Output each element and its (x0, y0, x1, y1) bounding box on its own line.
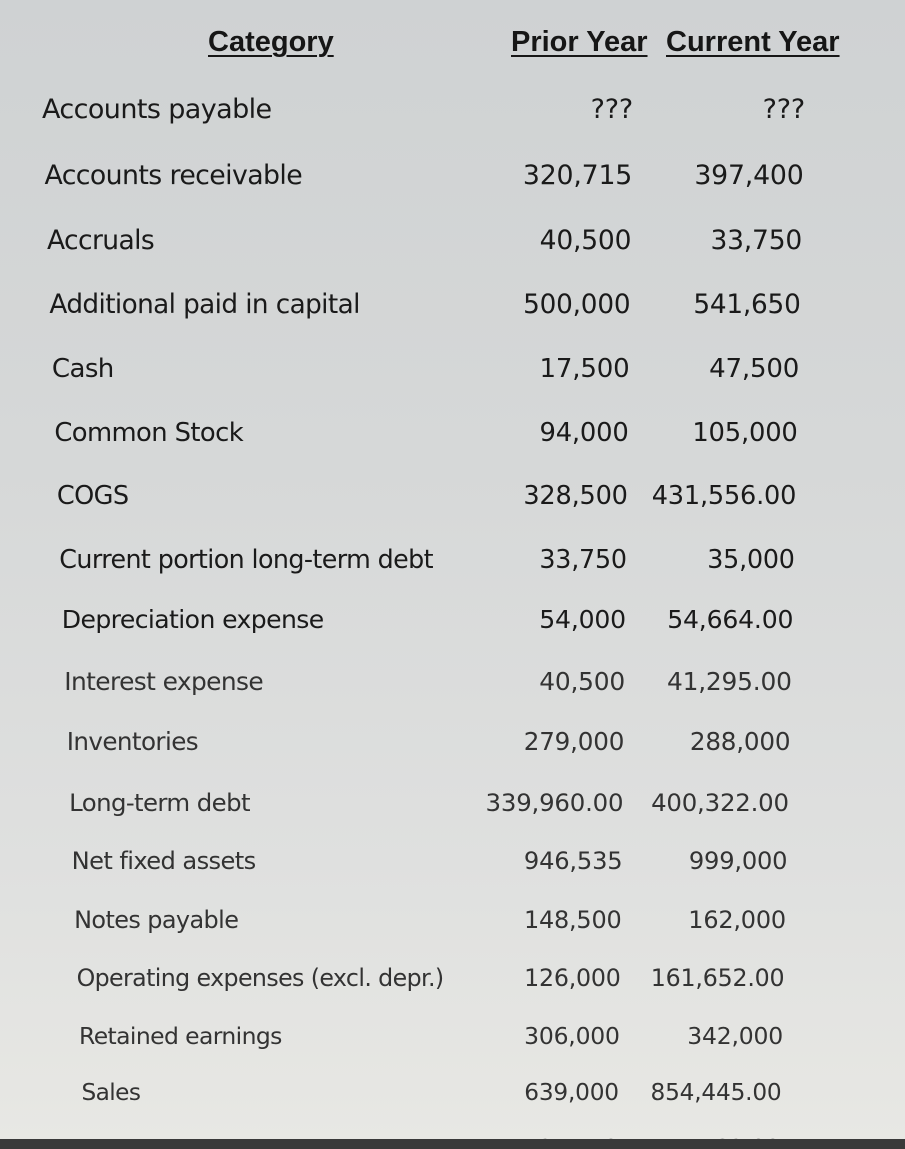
table-row (0, 717, 905, 777)
table-row (0, 954, 905, 1012)
row-category: Accounts payable (42, 94, 272, 125)
row-current-year: 342,000 (687, 1022, 783, 1051)
table-body (0, 84, 905, 1149)
row-prior-year: 33,750 (539, 543, 627, 574)
table-row (0, 896, 905, 954)
row-current-year: 105,000 (692, 418, 798, 449)
row-current-year: ??? (762, 94, 805, 125)
row-prior-year: 500,000 (523, 290, 631, 321)
header-prior-year: Prior Year (511, 26, 648, 58)
table-row (0, 1069, 905, 1126)
row-category: COGS (56, 481, 129, 512)
row-current-year: 47,500 (709, 354, 800, 385)
header-current-year: Current Year (666, 26, 840, 58)
row-prior-year: ??? (590, 94, 633, 125)
row-current-year: 162,000 (688, 906, 786, 935)
row-current-year: 288,000 (689, 727, 791, 757)
row-category: Common Stock (54, 418, 244, 449)
table-row (0, 280, 905, 344)
row-current-year: 41,295.00 (666, 666, 792, 696)
row-category: Cash (51, 354, 114, 385)
row-category: Depreciation expense (61, 605, 324, 635)
table-row (0, 471, 905, 533)
row-category: Operating expenses (excl. depr.) (76, 964, 444, 993)
row-current-year: 431,556.00 (651, 481, 797, 512)
row-prior-year: 40,500 (539, 225, 632, 257)
row-current-year: 35,000 (707, 543, 795, 574)
table-row (0, 215, 905, 280)
table-row (0, 534, 905, 596)
row-current-year: 400,322.00 (651, 787, 789, 817)
row-prior-year: 320,715 (522, 160, 633, 191)
row-current-year: 397,400 (694, 160, 804, 191)
row-prior-year: 639,000 (524, 1079, 619, 1107)
row-category: Retained earnings (79, 1022, 282, 1051)
row-prior-year: 17,500 (539, 354, 630, 385)
row-prior-year: 94,000 (539, 418, 629, 449)
table-row (0, 150, 905, 215)
table-row (0, 837, 905, 896)
row-prior-year: 126,000 (524, 964, 621, 993)
row-category: Current portion long-term debt (59, 543, 433, 574)
table-row (0, 344, 905, 408)
table-row (0, 1012, 905, 1069)
row-prior-year: 54,000 (539, 605, 626, 635)
row-category: Notes payable (74, 906, 239, 935)
row-current-year: 999,000 (688, 847, 788, 876)
row-prior-year: 279,000 (523, 727, 625, 757)
row-category: Interest expense (64, 666, 264, 696)
row-current-year: 541,650 (693, 290, 801, 321)
row-current-year: 54,664.00 (667, 605, 794, 635)
row-category: Net fixed assets (71, 847, 256, 876)
row-prior-year: 148,500 (523, 906, 622, 935)
table-row (0, 595, 905, 656)
table-row (0, 408, 905, 471)
row-current-year: 33,750 (710, 225, 803, 257)
row-prior-year: 339,960.00 (485, 787, 624, 817)
table-header (0, 26, 905, 70)
row-category: Inventories (66, 727, 198, 757)
table-row (0, 84, 905, 150)
header-category: Category (208, 26, 334, 58)
row-current-year: 854,445.00 (650, 1079, 782, 1107)
row-prior-year: 306,000 (524, 1022, 620, 1051)
row-prior-year: 946,535 (523, 847, 623, 876)
row-category: Accounts receivable (44, 160, 303, 191)
table-row (0, 778, 905, 838)
table-row (0, 657, 905, 718)
row-category: Additional paid in capital (49, 290, 360, 321)
row-prior-year: 40,500 (539, 666, 626, 696)
row-category: Accruals (46, 225, 155, 257)
row-current-year: 161,652.00 (650, 964, 785, 993)
row-prior-year: 328,500 (523, 481, 628, 512)
row-category: Sales (81, 1079, 141, 1107)
row-category: Long-term debt (69, 787, 250, 817)
screen-bezel (0, 1139, 905, 1149)
